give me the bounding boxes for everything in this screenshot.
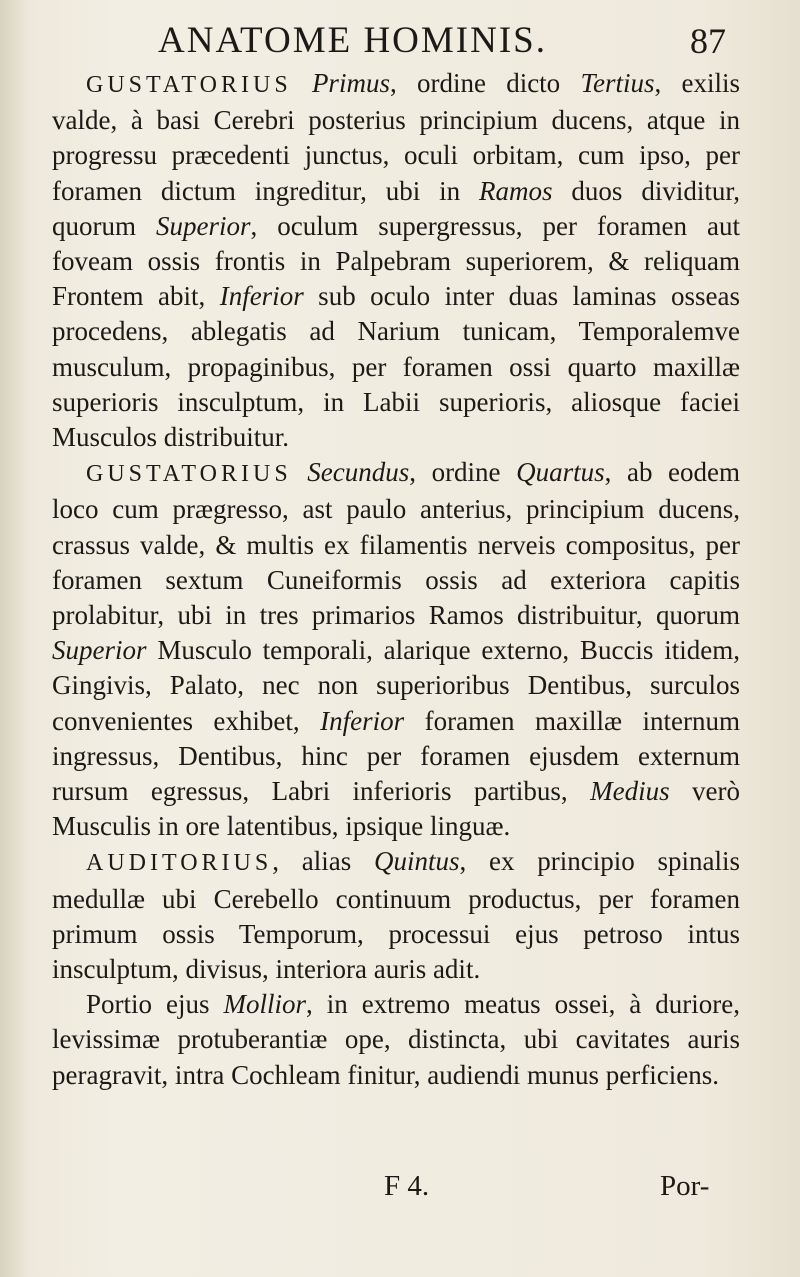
page-footer (0, 1163, 800, 1209)
text-run: , ab eodem loco cum prægresso, ast paulo anterius, principium ducens, crassus valde, & multis ex filamentis nerveis compositus, per foramen sextum Cuneiformis ossis ad exteriora capitis prolabitur, ubi in tres primarios Ramos distribuitur, quorum (52, 457, 740, 631)
text-run: , in extremo meatus ossei, à duriore, levissimæ protuberantiæ ope, distincta, ubi cavitates auris peragravit, intra Cochleam finitur, audiendi munus perficiens. (52, 989, 740, 1090)
text-run: Portio ejus (86, 989, 224, 1020)
italic-term: Medius (590, 776, 670, 807)
italic-term: Inferior (219, 281, 304, 312)
paragraph (52, 844, 740, 987)
text-run: , ordine dicto (389, 68, 581, 98)
italic-term: Ramos (479, 175, 553, 206)
nerve-heading: GUSTATORIUS (86, 461, 292, 488)
text-run: Musculo temporali, alarique externo, Buccis itidem, Gingivis, Palato, nec non superioribus Dentibus, surculos convenientes exhibet, (52, 635, 740, 736)
text-run: duos dividitur, quorum (52, 175, 740, 241)
text-run: sub oculo inter duas laminas osseas procedens, ablegatis ad Narium tunicam, Temporalemve musculum, propaginibus, per foramen ossi quarto maxillæ superioris insculptum, in Labii superioris, aliosque faciei Musculos distribuitur. (52, 281, 741, 453)
paragraph (52, 66, 740, 455)
italic-term: Superior (156, 210, 251, 241)
nerve-heading: AUDITORIUS (86, 850, 273, 877)
text-run (292, 457, 308, 487)
text-run: , ordine (409, 457, 517, 488)
italic-term: Superior (52, 635, 147, 666)
running-head (0, 16, 800, 66)
italic-term: Quartus (516, 457, 605, 488)
page-title: ANATOME HOMINIS. (158, 20, 547, 61)
text-run: , exilis valde, à basi Cerebri posterius principium ducens, atque in progressu præcedenti junctus, oculi orbitam, cum ipso, per foramen dictum ingreditur, ubi in (52, 68, 741, 206)
italic-term: Tertius (580, 68, 655, 98)
body-text (52, 66, 740, 1093)
text-run: , oculum supergressus, per foramen aut foveam ossis frontis in Palpebram superiorem, & reliquam Frontem abit, (52, 210, 740, 312)
text-run: , alias (272, 846, 374, 877)
text-run (292, 68, 312, 98)
italic-term: Quintus (373, 846, 460, 877)
nerve-heading: GUSTATORIUS (86, 72, 292, 98)
paragraph (52, 455, 740, 844)
italic-term: Inferior (320, 705, 405, 736)
text-run: foramen maxillæ internum ingressus, Dentibus, hinc per foramen ejusdem externum rursum egressus, Labri inferioris partibus, (52, 705, 740, 807)
catchword: Por- (660, 1170, 710, 1202)
italic-term: Mollior (223, 989, 306, 1020)
text-run: verò Musculis in ore latentibus, ipsique linguæ. (52, 776, 740, 842)
page-number: 87 (690, 21, 726, 61)
text-run: , ex principio spinalis medullæ ubi Cerebello continuum productus, per foramen primum ossis Temporum, processui ejus petroso intus insculptum, divisus, interiora auris adit. (52, 846, 740, 985)
italic-term: Primus (311, 68, 390, 98)
paragraph (52, 987, 740, 1093)
italic-term: Secundus (307, 457, 410, 488)
signature-mark: F 4. (384, 1170, 430, 1202)
